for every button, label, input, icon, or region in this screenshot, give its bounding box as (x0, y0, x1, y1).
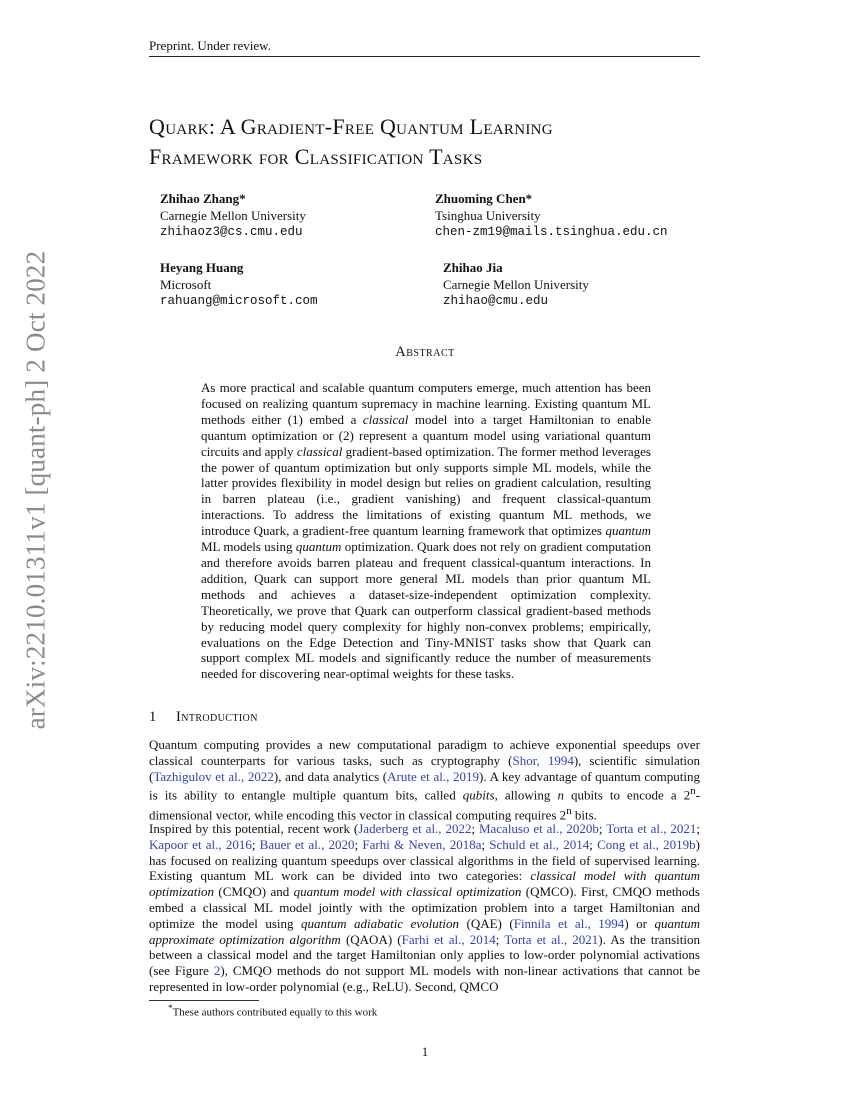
intro-paragraph-2: Inspired by this potential, recent work (Jaderberg et al., 2022; Macaluso et al., 2020b; Torta et al., 2021; Kapoor et al., 2016; Bauer et al., 2020; Farhi & Neven, 2018a; Schuld et al., 2014; Cong et al., 2019b) has focused on realizing quantum speedups over classical algorithms in the field of supervised learning. Existing quantum ML work can be divided into two categories: classical model with quantum optimization (CMQO) and quantum model with classical optimization (QMCO). First, CMQO methods embed a classical ML model jointly with the optimization problem into a target Hamiltonian and optimize the model using quantum adiabatic evolution (QAE) (Finnila et al., 1994) or quantum approximate optimization algorithm (QAOA) (Farhi et al., 2014; Torta et al., 2021). As the transition between a classical model and the target Hamiltonian only applies to low-order polynomial activations (see Figure 2), CMQO methods do not support ML models with non-linear activations that cannot be represented in low-order polynomial (e.g., ReLU). Second, QMCO (149, 821, 700, 994)
citation-link[interactable]: Finnila et al., 1994 (513, 915, 625, 931)
figure-reference-link[interactable]: 2 (213, 963, 221, 979)
citation-link[interactable]: Bauer et al., 2020 (259, 836, 355, 852)
citation-link[interactable]: Torta et al., 2021 (606, 821, 697, 836)
footnote (168, 1003, 377, 1019)
author-affiliation: Carnegie Mellon University (443, 277, 589, 292)
author-block (435, 190, 668, 241)
citation-link[interactable]: Farhi & Neven, 2018a (362, 836, 482, 852)
citation-link[interactable]: Schuld et al., 2014 (489, 836, 590, 852)
arxiv-id: arXiv:2210.01311v1 [quant-ph] 2 Oct 2022 (20, 250, 51, 730)
author-block (443, 259, 589, 310)
author-email[interactable]: zhihaoz3@cs.cmu.edu (160, 225, 303, 239)
intro-paragraph-1: Quantum computing provides a new computational paradigm to achieve exponential speedups over classical counterparts for various tasks, such as cryptography (Shor, 1994), scientific simulation (Tazhigulov et al., 2022), and data analytics (Arute et al., 2019). A key advantage of quantum computing is its ability to entangle multiple quantum bits, called qubits, allowing n qubits to encode a 2$^n$-dimensional vector, while encoding this vector in classical computing requires 2$^n$ bits. (149, 737, 700, 822)
author-email[interactable]: zhihao@cmu.edu (443, 294, 549, 308)
footnote-text: These authors contributed equally to this work (172, 1006, 378, 1019)
author-email[interactable]: chen-zm19@mails.tsinghua.edu.cn (435, 225, 668, 239)
author-name: Zhuoming Chen* (435, 191, 533, 206)
section-title: Introduction (176, 709, 258, 725)
page-number: 1 (421, 1044, 429, 1059)
title-line-2: Framework for Classification Tasks (149, 144, 483, 169)
citation-link[interactable]: Macaluso et al., 2020b (478, 821, 599, 836)
author-name: Zhihao Jia (443, 260, 503, 275)
citation-link[interactable]: Tazhigulov et al., 2022 (153, 768, 274, 784)
author-name: Heyang Huang (160, 260, 244, 275)
citation-link[interactable]: Jaderberg et al., 2022 (358, 821, 472, 836)
author-name: Zhihao Zhang* (160, 191, 246, 206)
citation-link[interactable]: Arute et al., 2019 (387, 768, 480, 784)
citation-link[interactable]: Torta et al., 2021 (504, 931, 599, 947)
author-email[interactable]: rahuang@microsoft.com (160, 294, 318, 308)
author-affiliation: Carnegie Mellon University (160, 208, 306, 223)
citation-link[interactable]: Kapoor et al., 2016 (149, 836, 252, 852)
author-affiliation: Microsoft (160, 277, 212, 292)
footnote-rule (149, 1000, 259, 1001)
author-block (160, 190, 306, 241)
header-rule (149, 56, 700, 57)
paper-title (149, 112, 709, 172)
author-block (160, 259, 318, 310)
section-heading-introduction (149, 709, 258, 726)
abstract-heading: Abstract (395, 344, 455, 360)
preprint-note: Preprint. Under review. (149, 38, 271, 53)
section-number: 1 (149, 709, 157, 725)
citation-link[interactable]: Cong et al., 2019b (597, 836, 696, 852)
author-affiliation: Tsinghua University (435, 208, 541, 223)
title-line-1: Quark: A Gradient-Free Quantum Learning (149, 114, 553, 139)
citation-link[interactable]: Farhi et al., 2014 (401, 931, 496, 947)
abstract-body: As more practical and scalable quantum computers emerge, much attention has been focused on realizing quantum supremacy in machine learning. Existing quantum ML methods either (1) embed a classical model into a target Hamiltonian to enable quantum optimization or (2) represent a quantum model using variational quantum circuits and apply classical gradient-based optimization. The former method leverages the power of quantum optimization but only supports simple ML models, while the latter provides flexibility in model design but relies on gradient calculation, resulting in barren plateau (i.e., gradient vanishing) and frequent classical-quantum interactions. To address the limitations of existing quantum ML methods, we introduce Quark, a gradient-free quantum learning framework that optimizes quantum ML models using quantum optimization. Quark does not rely on gradient computation and therefore avoids barren plateau and frequent classical-quantum interactions. In addition, Quark can support more general ML models than prior quantum ML methods and achieves a dataset-size-independent optimization complexity. Theoretically, we prove that Quark can outperform classical gradient-based methods by reducing model query complexity for highly non-convex problems; empirically, evaluations on the Edge Detection and Tiny-MNIST tasks show that Quark can support complex ML models and significantly reduce the number of measurements needed for discovering near-optimal weights for these tasks. (201, 380, 651, 682)
citation-link[interactable]: Shor, 1994 (512, 752, 574, 768)
footnote-mark: * (168, 1003, 173, 1013)
